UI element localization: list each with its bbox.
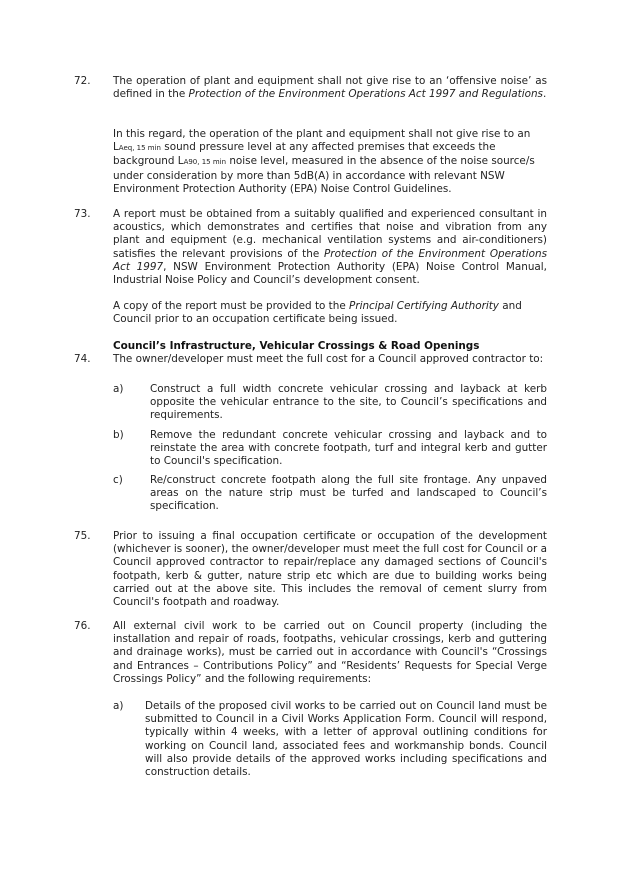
list-item-text: Construct a full width concrete vehicular crossing and layback at kerb opposite the vehicular entrance to the site, to Council’s specifications and requirements.: [150, 383, 547, 422]
authority-name: Principal Certifying Authority: [349, 300, 499, 312]
condition-paragraph: All external civil work to be carried out on Council property (including the installation and repair of roads, footpaths, vehicular crossings, kerb and guttering and drainage works), must be carried out in accordance with Council's “Crossings and Entrances – Contributions Policy” and “Residents’ Requests for Special Verge Crossings Policy” and the following requirements:: [113, 620, 547, 685]
condition-paragraph: Prior to issuing a final occupation certificate or occupation of the development (whichever is sooner), the owner/developer must meet the full cost for Council or a Council approved contractor to repair/replace any damaged sections of Council's footpath, kerb & gutter, nature strip etc which are due to building works being carried out at the above site. This includes the removal of cement slurry from Council's footpath and roadway.: [113, 530, 547, 609]
list-item-text: Re/construct concrete footpath along the full site frontage. Any unpaved areas on the nature strip must be turfed and landscaped to Council’s specification.: [150, 474, 547, 513]
condition-intro: The owner/developer must meet the full cost for a Council approved contractor to:: [113, 353, 544, 365]
condition-number: 76.: [74, 620, 91, 632]
section-heading: Council’s Infrastructure, Vehicular Crossings & Road Openings: [113, 340, 480, 352]
condition-paragraph: In this regard, the operation of the plant and equipment shall not give rise to an LAeq, 15 min sound pressure level at any affected premises that exceeds the background LA90, 15 min noise level, measured in the absence of the noise source/s under consideration by more than 5dB(A) in accordance with relevant NSW Environment Protection Authority (EPA) Noise Control Guidelines.: [113, 128, 535, 195]
condition-paragraph: A report must be obtained from a suitably qualified and experienced consultant in acoustics, which demonstrates and certifies that noise and vibration from any plant and equipment (e.g. mechanical ventilation systems and air-conditioners) satisfies the relevant provisions of the Protection of the Environment Operations Act 1997, NSW Environment Protection Authority (EPA) Noise Control Manual, Industrial Noise Policy and Council’s development consent.: [113, 208, 547, 287]
list-item-text: Remove the redundant concrete vehicular crossing and layback and to reinstate the area with concrete footpath, turf and integral kerb and gutter to Council's specification.: [150, 429, 547, 468]
condition-number: 72.: [74, 75, 91, 87]
condition-paragraph: The operation of plant and equipment shall not give rise to an ‘offensive noise’ as defined in the Protection of the Environment Operations Act 1997 and Regulations.: [113, 75, 547, 101]
list-item-label: a): [113, 700, 124, 712]
act-title: Protection of the Environment Operations Act 1997 and Regulations: [188, 88, 543, 101]
condition-paragraph: A copy of the report must be provided to the Principal Certifying Authority and Council prior to an occupation certificate being issued.: [113, 300, 522, 326]
list-item-label: c): [113, 474, 123, 486]
condition-number: 74.: [74, 353, 91, 365]
act-title: Protection of the Environment Operations Act 1997: [113, 247, 547, 273]
list-item-label: a): [113, 383, 124, 395]
condition-number: 73.: [74, 208, 91, 220]
condition-number: 75.: [74, 530, 91, 542]
list-item-label: b): [113, 429, 124, 441]
list-item-text: Details of the proposed civil works to be carried out on Council land must be submitted to Council in a Civil Works Application Form. Council will respond, typically within 4 weeks, with a letter of approval outlining conditions for working on Council land, associated fees and workmanship bonds. Council will also provide details of the approved works including specifications and construction details.: [145, 700, 547, 779]
